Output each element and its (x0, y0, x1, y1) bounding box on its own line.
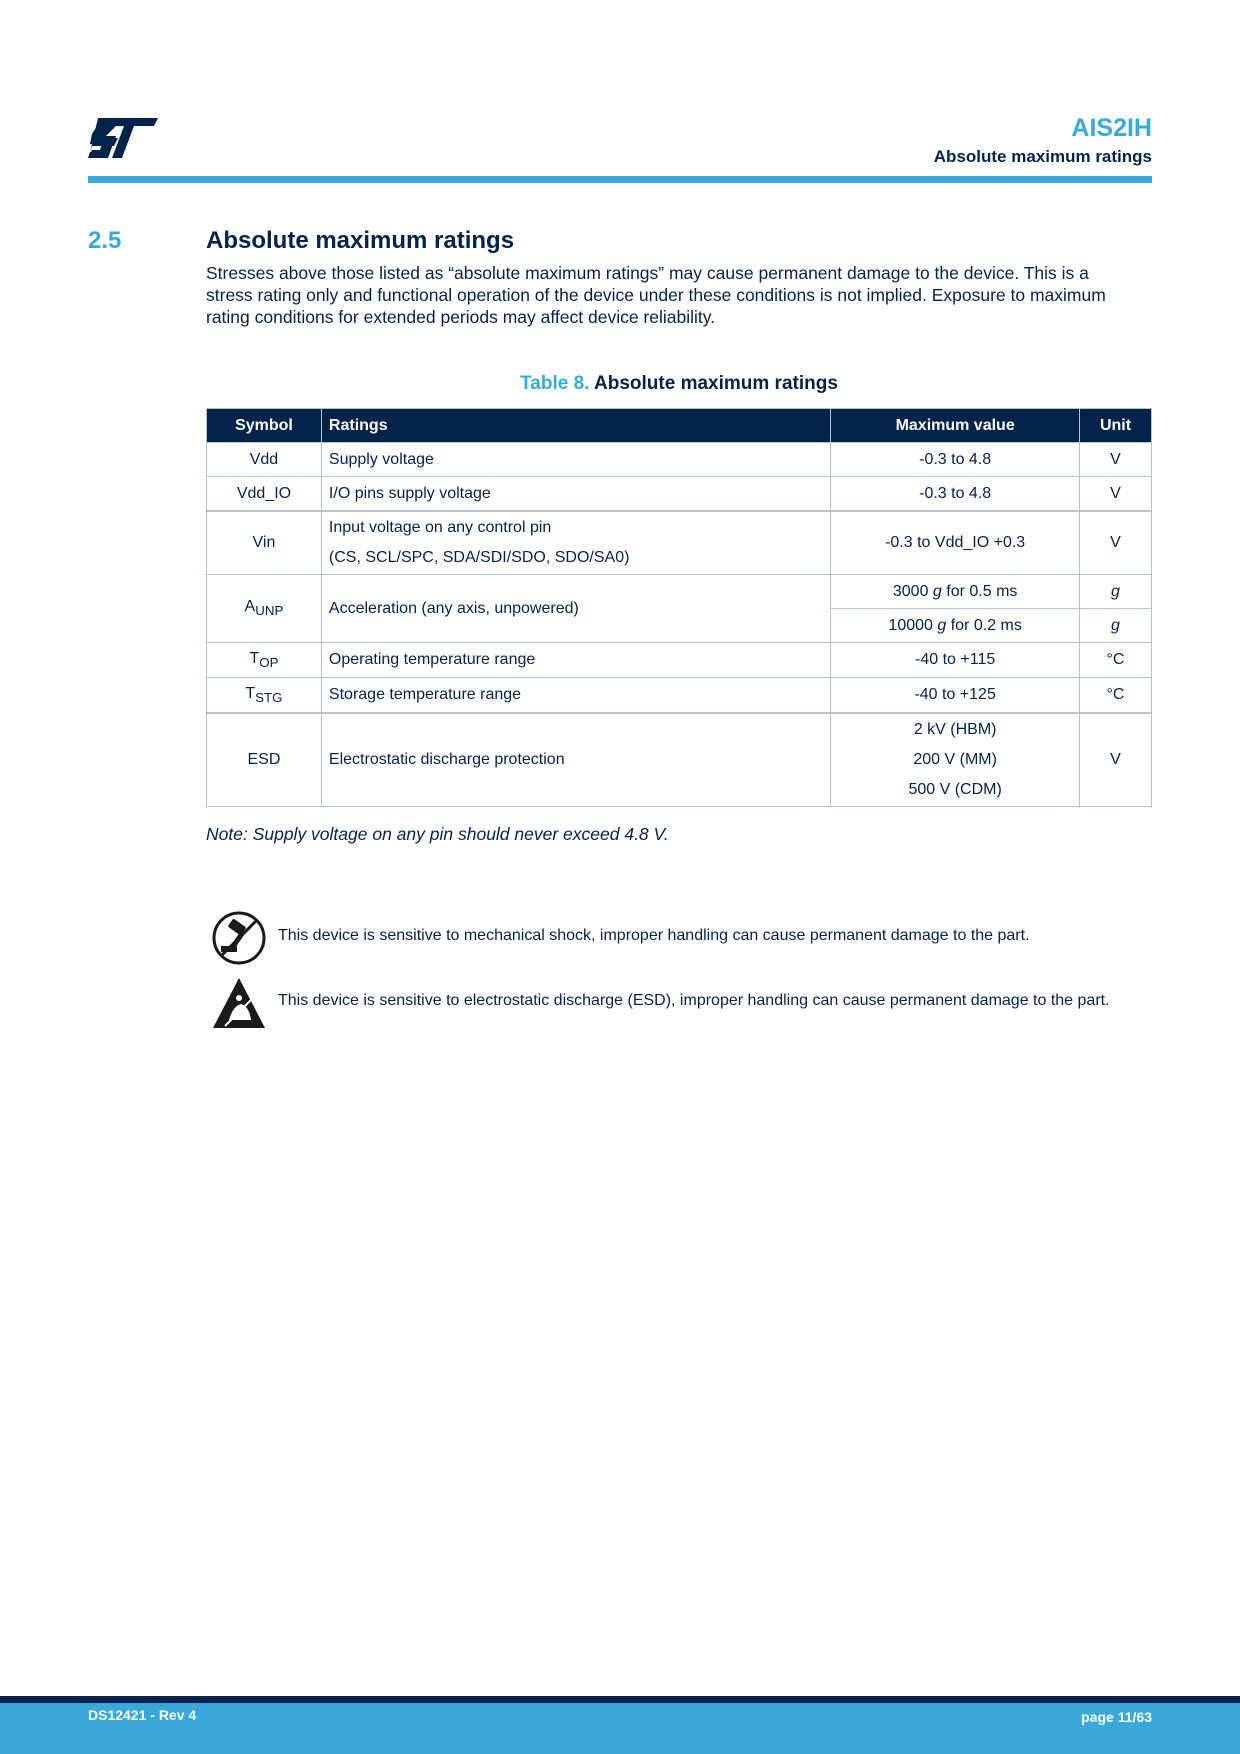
cell-unit: V (1080, 477, 1152, 512)
table-caption (206, 373, 1152, 395)
header-rule (88, 176, 1152, 183)
table-caption-title: Absolute maximum ratings (594, 373, 838, 394)
table-row (207, 477, 1152, 512)
cell-rating-line: Input voltage on any control pin (328, 519, 552, 536)
cell-rating: Electrostatic discharge protection (321, 713, 830, 807)
value-g: g (937, 616, 947, 634)
cell-rating: Storage temperature range (321, 678, 830, 714)
section-title: Absolute maximum ratings (206, 227, 515, 254)
intro-paragraph: Stresses above those listed as “absolute maximum ratings” may cause permanent damage to the device. This is a stress rating only and functional operation of the device under these conditions is not implied. Exposure to maximum rating conditions for extended periods may affect device reliability. (206, 263, 1106, 327)
cell-value: -40 to +115 (831, 643, 1080, 678)
cell-rating (321, 511, 830, 575)
cell-value: -0.3 to Vdd_IO +0.3 (831, 511, 1080, 575)
cell-unit: °C (1080, 643, 1152, 678)
value-rest: for 0.2 ms (950, 616, 1022, 634)
footer-rule (0, 1696, 1240, 1703)
cell-rating: Operating temperature range (321, 643, 830, 678)
cell-rating: Supply voltage (321, 443, 830, 477)
cell-value (831, 575, 1080, 609)
footer-doc-id: DS12421 - Rev 4 (88, 1707, 197, 1723)
cell-value (831, 609, 1080, 643)
cell-symbol: Vdd_IO (207, 477, 322, 512)
cell-unit: V (1080, 511, 1152, 575)
table-row (207, 511, 1152, 575)
col-header-unit: Unit (1080, 409, 1152, 443)
section-number: 2.5 (88, 227, 122, 254)
cell-unit: °C (1080, 678, 1152, 714)
header-section: Absolute maximum ratings (933, 147, 1152, 166)
symbol-main: T (249, 649, 260, 667)
header-product: AIS2IH (1071, 114, 1152, 142)
value-line: 200 V (MM) (913, 751, 997, 768)
mechanical-shock-icon (211, 910, 267, 966)
value-line: 500 V (CDM) (908, 781, 1002, 798)
cell-symbol: Vin (207, 511, 322, 575)
symbol-main: A (244, 598, 256, 616)
cell-symbol: ESD (207, 713, 322, 807)
table-header-row (207, 409, 1152, 443)
table-row (207, 443, 1152, 477)
cell-rating: I/O pins supply voltage (321, 477, 830, 512)
cell-symbol (207, 678, 322, 714)
col-header-symbol: Symbol (207, 409, 322, 443)
value-rest: for 0.5 ms (946, 582, 1018, 600)
cell-rating-line: (CS, SCL/SPC, SDA/SDI/SDO, SDO/SA0) (328, 549, 630, 566)
unit-g: g (1111, 582, 1120, 600)
value-num: 3000 (892, 582, 929, 600)
cell-unit (1080, 575, 1152, 609)
unit-g: g (1111, 616, 1120, 634)
table-row (207, 575, 1152, 609)
table-row (207, 678, 1152, 714)
ratings-table (206, 408, 1152, 807)
cell-unit (1080, 609, 1152, 643)
cell-unit: V (1080, 443, 1152, 477)
cell-rating: Acceleration (any axis, unpowered) (321, 575, 830, 643)
cell-value: -0.3 to 4.8 (831, 477, 1080, 512)
symbol-sub: STG (255, 690, 283, 706)
symbol-main: T (245, 684, 256, 702)
value-num: 10000 (888, 616, 933, 634)
esd-warning-icon (211, 976, 267, 1032)
cell-value: -40 to +125 (831, 678, 1080, 714)
cell-symbol: Vdd (207, 443, 322, 477)
symbol-sub: OP (259, 655, 279, 671)
table-caption-label: Table 8. (520, 373, 590, 394)
footer-page-number: page 11/63 (1081, 1709, 1152, 1725)
col-header-max-value: Maximum value (831, 409, 1080, 443)
cell-value (831, 713, 1080, 807)
cell-symbol (207, 575, 322, 643)
st-logo (88, 118, 158, 158)
cell-unit: V (1080, 713, 1152, 807)
table-note: Note: Supply voltage on any pin should never exceed 4.8 V. (206, 824, 669, 844)
table-row (207, 643, 1152, 678)
warning-text-esd: This device is sensitive to electrostatic discharge (ESD), improper handling can cause permanent damage to the part. (278, 992, 1110, 1009)
value-g: g (932, 582, 942, 600)
col-header-ratings: Ratings (321, 409, 830, 443)
cell-symbol (207, 643, 322, 678)
cell-value: -0.3 to 4.8 (831, 443, 1080, 477)
symbol-sub: UNP (255, 603, 284, 619)
warning-text-shock: This device is sensitive to mechanical shock, improper handling can cause permanent damage to the part. (278, 927, 1030, 944)
value-line: 2 kV (HBM) (913, 721, 997, 738)
table-row (207, 713, 1152, 807)
